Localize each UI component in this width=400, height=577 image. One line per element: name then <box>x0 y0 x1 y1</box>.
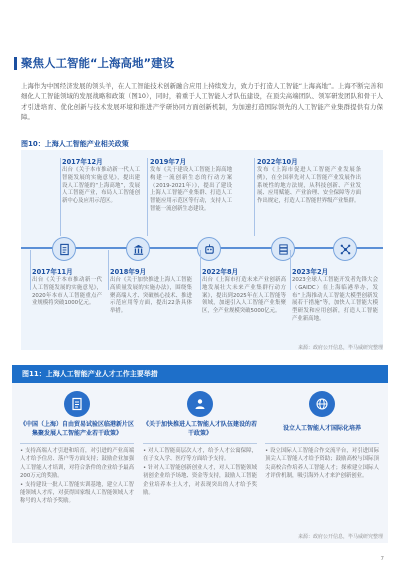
timeline-bottom-date-3: 2022年8月 <box>202 268 239 276</box>
timeline-bottom-date-1: 2017年11月 <box>32 268 73 276</box>
figure1-title: 图10：上海人工智能产业相关政策 <box>21 140 129 148</box>
timeline-connector <box>108 250 109 290</box>
document-icon <box>52 237 76 261</box>
timeline-top-date-3: 2022年10月 <box>257 158 298 166</box>
government-building-icon <box>126 237 150 261</box>
column-divider <box>265 443 379 444</box>
intro-paragraph: 上海作为中国经济发展的领头羊，在人工智能技术创新融合应用上持续发力，致力于打造人工智能“上海高地”。上海不断完善和细化人工智能领域的发展战略和政策（图10），同时，着重于人工智能人才队伍建设，在顶尖高端团队、领军研发团队和骨干人才引进培育、优化创新与技术发展环境和推进产学研协同方面创新机制，为加速打造国际领先的人工智能产业集群提供有力保障。 <box>21 82 383 122</box>
timeline-connector <box>254 158 255 236</box>
timeline-connector <box>290 250 291 290</box>
timeline-bottom-text-4: 2023全球人工智能开发者先锋大会（GAIDC）在上海临港举办，发布“上海推动人工智能大模型创新发展若干措施”等，加快人工智能大模型研发和应用创新，打造人工智能产业新高地。 <box>292 277 378 322</box>
column-text-2: • 对人工智能高层次人才，给予人才公寓保障，在子女入学、医疗等方面给予支持。 • 针对人工智能创新创业人才，对人工智能领域初创企业给予场地、资金等支持，鼓励人工智能企业培养本土人才，对表现突出的人才给予奖励。 <box>143 448 257 497</box>
timeline-connector <box>30 250 31 290</box>
timeline-bottom-date-4: 2023年2月 <box>292 268 329 276</box>
section-heading: 聚焦人工智能“上海高地”建设 <box>21 56 175 70</box>
figure1-source: 来源：政府公开信息，毕马威研究整理 <box>297 345 383 351</box>
column-divider <box>20 443 134 444</box>
column-title-1: 《中国（上海）自由贸易试验区临港新片区集聚发展人工智能产业若干政策》 <box>20 421 135 437</box>
figure2-title: 图11：上海人工智能产业人才工作主要举措 <box>22 370 158 378</box>
timeline-top-text-3: 发布《上海市促进人工智能产业发展条例》，在全国率先对人工智能产业发展作出系统性的地方法规，从科技创新、产业发展、应用赋能、产业治理、安全保障等方面作出规定，打造人工智能世界级产业集群。 <box>257 167 361 205</box>
timeline-top-text-2: 发布《关于建设人工智能上海高地 构建一流创新生态的行动方案（2019-2021年）》，提出了建设上海人工智能产业集群、打造人工智能应用示范区等行动，支持人工智能一流创新生态建设。 <box>150 167 232 212</box>
timeline-connector <box>200 250 201 290</box>
column-title-3: 设立人工智能人才国际化培养 <box>282 425 361 432</box>
column-divider <box>143 443 257 444</box>
globe-icon <box>309 391 335 417</box>
page-number: 7 <box>380 556 384 562</box>
network-icon <box>333 237 357 261</box>
timeline-bottom-text-3: 出台《上海市打造未来产业创新高地发展壮大未来产业集群行动方案》，提出到2025年在人工智能等领域，加速引入人工智能产业集聚区，全产业规模突破5000亿元。 <box>202 277 286 315</box>
column-text-3: • 设立国际人工智能合作交流平台，对引进国际顶尖人工智能人才给予资助；鼓励高校与国际顶尖高校合作培养人工智能人才；探索建立国际人才评价机制，吸引海外人才来沪创新创业。 <box>265 448 379 480</box>
column-text-1: • 支持高端人才引进和培育，对引进的产业高端人才给予住房、落户等方面支持；鼓励企业加强人工智能人才培训，对符合条件的企业给予最高200万元的奖励。 • 支持建设一批人工智能实训基地，建立人工智能领域人才库，对获得国家级人工智能领域人才称号的人才给予奖励。 <box>20 448 134 505</box>
timeline-top-date-2: 2019年7月 <box>150 158 187 166</box>
figure2-source: 来源：政府公开信息，毕马威研究整理 <box>297 534 383 540</box>
timeline-bottom-text-1: 出台《关于本市推动新一代人工智能发展的实施意见》，2020年本市人工智能重点产业规模将突破1000亿元。 <box>32 277 102 307</box>
timeline-connector <box>147 158 148 236</box>
timeline-top-date-1: 2017年12月 <box>62 158 103 166</box>
timeline-connector <box>60 158 61 236</box>
timeline-top-text-1: 出台《关于本市推动新一代人工智能发展的实施意见》，提出建设人工智能的“上海高地”，发展人工智能产业，布局人工智能创新中心及应用示范区。 <box>62 167 140 205</box>
timeline-bottom-text-2: 出台《关于加快推进上海人工智能高质量发展的实施办法》，围绕集聚高端人才、突破核心技术、推进示范应用等方面，提出22条具体举措。 <box>110 277 192 315</box>
heading-accent-bar <box>14 57 17 70</box>
server-icon <box>271 237 295 261</box>
talent-icon <box>187 391 213 417</box>
timeline-bottom-date-2: 2018年9月 <box>110 268 147 276</box>
column-title-2: 《关于加快推进人工智能人才队伍建设的若干政策》 <box>143 421 258 437</box>
policy-icon <box>64 391 90 417</box>
